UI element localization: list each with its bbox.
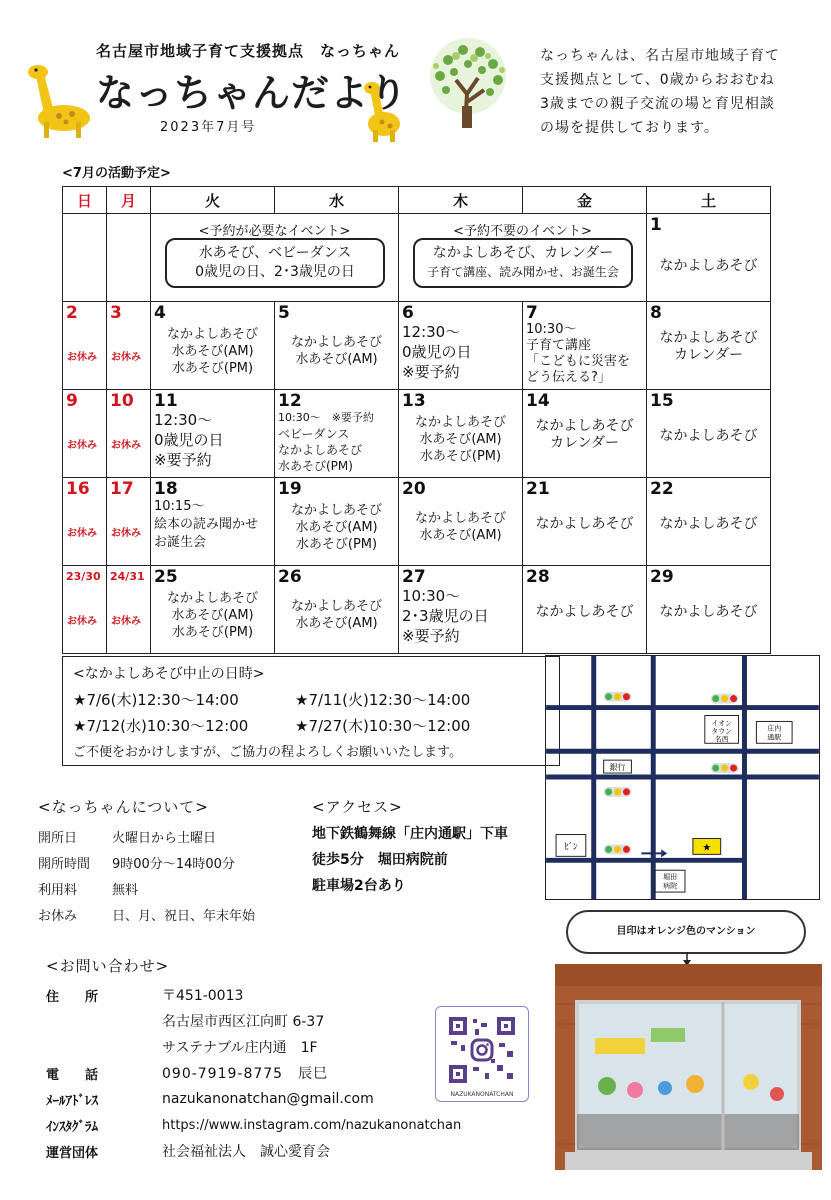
about-key: 利用料 [38, 882, 78, 898]
day-number: 18 [154, 479, 178, 499]
event-line: 「こどもに災害を [526, 354, 631, 369]
day-number: 14 [526, 391, 550, 411]
day-number: 2 [66, 303, 78, 323]
event-text [154, 326, 271, 377]
day-number: 27 [402, 567, 426, 587]
weekday-thu: 木 [399, 187, 523, 214]
instagram-link[interactable]: https://www.instagram.com/nazukanonatchan [162, 1117, 462, 1133]
calendar-cell [523, 302, 647, 390]
event-text [402, 510, 519, 544]
contact-row [46, 1138, 566, 1164]
activity-calendar [62, 186, 771, 654]
intro-line: の場を提供しております。 [540, 120, 719, 136]
weekday-wed: 水 [275, 187, 399, 214]
calendar-week [63, 302, 771, 390]
intro-line: 支援拠点として、0歳からおおむね [540, 72, 775, 88]
intro-text [540, 44, 825, 140]
reserved-legend-line: 水あそび、ベビーダンス [198, 245, 352, 261]
day-number: 17 [110, 479, 134, 499]
day-number: 28 [526, 567, 550, 587]
day-number: 1 [650, 215, 662, 235]
closed-label: お休み [111, 616, 141, 627]
calendar-cell [647, 390, 771, 478]
event-line: 水あそび(PM) [171, 361, 254, 376]
event-line: ※要予約 [402, 363, 460, 381]
event-line: なかよしあそび [535, 516, 634, 532]
day-number: 13 [402, 391, 426, 411]
tree-illustration [418, 36, 518, 132]
calendar-cell [63, 390, 107, 478]
event-line: カレンダー [549, 435, 620, 451]
calendar-cell [523, 478, 647, 566]
suspension-note: ご不便をおかけしますが、ご協力の程よろしくお願いいたします。 [73, 745, 462, 760]
day-number: 21 [526, 479, 550, 499]
free-legend-line: なかよしあそび、カレンダー [432, 245, 614, 261]
event-line: なかよしあそび [166, 327, 258, 342]
event-line: 10:30～ ※要予約 [278, 411, 374, 424]
day-number: 8 [650, 303, 662, 323]
event-text [154, 410, 271, 470]
contact-value: サステナブル庄内通 1F [162, 1040, 318, 1056]
contact-key: 運営団体 [46, 1145, 99, 1161]
event-line: 水あそび(AM) [295, 616, 378, 631]
calendar-cell [107, 478, 151, 566]
access-line: 駐車場2台あり [312, 878, 406, 894]
event-text [278, 410, 395, 474]
phone-number: 090-7919-8775 辰巳 [162, 1066, 329, 1082]
access-section [312, 796, 537, 899]
email-address[interactable]: nazukanonatchan@gmail.com [162, 1091, 374, 1107]
contact-value: 名古屋市西区江向町 6-37 [162, 1014, 325, 1030]
weekday-mon: 月 [107, 187, 151, 214]
map-label-station: 庄内 [767, 724, 782, 733]
event-line: なかよしあそび [659, 604, 758, 620]
calendar-cell [151, 478, 275, 566]
event-line: お誕生会 [154, 535, 207, 550]
event-line: なかよしあそび [659, 428, 758, 444]
closed-label: お休み [111, 528, 141, 539]
calendar-cell [151, 390, 275, 478]
event-text [650, 330, 767, 364]
qr-label: NAZUKANONATCHAN [450, 1091, 514, 1098]
event-line: なかよしあそび [535, 604, 634, 620]
reserved-events-legend-cell [151, 214, 399, 302]
event-line: 水あそび(PM) [295, 537, 378, 552]
event-text: なかよしあそび [659, 258, 758, 274]
event-line: なかよしあそび [290, 335, 382, 350]
day-number: 25 [154, 567, 178, 587]
day-number: 9 [66, 391, 78, 411]
day-number: 11 [154, 391, 178, 411]
event-line: 10:30～ [526, 322, 577, 337]
event-line: 0歳児の日 [402, 343, 472, 361]
suspension-heading: <なかよしあそび中止の日時> [73, 666, 265, 682]
building-photo [555, 964, 822, 1170]
event-line: 水あそび(PM) [171, 625, 254, 640]
calendar-heading: <7月の活動予定> [62, 166, 171, 181]
event-line: 水あそび(AM) [171, 344, 254, 359]
event-text [650, 428, 767, 445]
day-number: 16 [66, 479, 90, 499]
contact-row [46, 1112, 566, 1138]
free-legend-heading: <予約不要のイベント> [453, 224, 592, 239]
event-line: なかよしあそび [535, 418, 634, 434]
intro-line: なっちゃんは、名古屋市地域子育て [540, 48, 780, 64]
weekday-fri: 金 [523, 187, 647, 214]
calendar-cell [275, 390, 399, 478]
event-text [402, 414, 519, 465]
qr-code-icon [447, 1015, 517, 1085]
calendar-cell [107, 390, 151, 478]
map-star-icon: ★ [702, 842, 712, 854]
about-key: 開所日 [38, 830, 78, 846]
about-section [38, 796, 308, 927]
map-label-pharmacy: ﾋﾞﾝ [564, 842, 578, 853]
event-line: なかよしあそび [414, 511, 506, 526]
day-number: 24/31 [110, 570, 145, 583]
suspension-date: ★7/6(木)12:30～14:00 [73, 691, 239, 709]
contact-value: 社会福祉法人 誠心愛育会 [162, 1144, 330, 1160]
event-line: 0歳児の日 [154, 431, 224, 449]
about-row [38, 823, 308, 849]
calendar-cell [647, 214, 771, 302]
map-label-aeon: 名西 [714, 735, 729, 744]
event-line: ※要予約 [402, 627, 460, 645]
about-value: 日、月、祝日、年末年始 [112, 908, 256, 924]
weekday-sun: 日 [63, 187, 107, 214]
calendar-cell [63, 478, 107, 566]
event-line: なかよしあそび [290, 599, 382, 614]
contact-row [46, 982, 566, 1008]
map-label-station: 通駅 [767, 733, 782, 742]
calendar-cell [151, 566, 275, 654]
event-line: なかよしあそび [414, 415, 506, 430]
contact-heading: <お問い合わせ> [46, 957, 170, 975]
event-line: 10:30～ [402, 587, 461, 605]
about-value: 9時00分～14時00分 [112, 856, 235, 872]
instagram-qr-code[interactable] [435, 1006, 529, 1102]
event-text [650, 604, 767, 621]
event-line: 子育て講座 [526, 338, 592, 353]
map-label-hospital: 堀田 [663, 873, 678, 882]
calendar-cell [275, 302, 399, 390]
map-label-aeon: イオン [711, 719, 732, 728]
event-text [402, 586, 519, 646]
calendar-cell [399, 566, 523, 654]
map-label-bank: 銀行 [609, 763, 626, 773]
event-text [154, 498, 271, 552]
day-number: 15 [650, 391, 674, 411]
access-heading: <アクセス> [312, 798, 403, 816]
reserved-legend-box [165, 238, 385, 288]
about-key: お休み [38, 908, 78, 924]
calendar-week [63, 478, 771, 566]
suspension-date: ★7/12(水)10:30～12:00 [73, 717, 249, 735]
event-line: 水あそび(AM) [171, 608, 254, 623]
event-text [278, 598, 395, 632]
day-number: 26 [278, 567, 302, 587]
event-line: なかよしあそび [659, 516, 758, 532]
calendar-cell [399, 302, 523, 390]
event-line: ベビーダンス [278, 427, 350, 441]
event-line: なかよしあそび [166, 591, 258, 606]
calendar-cell [275, 566, 399, 654]
suspension-notice [62, 656, 560, 766]
calendar-cell [647, 566, 771, 654]
event-text [650, 516, 767, 533]
event-line: 12:30～ [402, 323, 461, 341]
access-line: 徒歩5分 堀田病院前 [312, 852, 448, 868]
suspension-date: ★7/27(木)10:30～12:00 [295, 717, 471, 735]
about-key: 開所時間 [38, 856, 91, 872]
event-line: なかよしあそび [290, 503, 382, 518]
map-label-hospital: 病院 [663, 882, 678, 891]
closed-label: お休み [111, 440, 141, 451]
event-line: 絵本の読み聞かせ [154, 517, 259, 532]
day-number: 29 [650, 567, 674, 587]
about-row [38, 849, 308, 875]
suspension-row [73, 687, 549, 713]
access-line: 地下鉄鶴舞線「庄内通駅」下車 [312, 826, 508, 842]
day-number: 5 [278, 303, 290, 323]
calendar-cell [275, 478, 399, 566]
day-number: 23/30 [66, 570, 101, 583]
event-text [402, 322, 519, 382]
closed-label: お休み [67, 616, 97, 627]
calendar-cell [151, 302, 275, 390]
day-number: 20 [402, 479, 426, 499]
day-number: 12 [278, 391, 302, 411]
intro-line: 3歳までの親子交流の場と育児相談 [540, 96, 775, 112]
calendar-week [63, 566, 771, 654]
contact-key: ｲﾝｽﾀｸﾞﾗﾑ [46, 1119, 98, 1135]
calendar-cell [523, 390, 647, 478]
reserved-legend-line: 0歳児の日、2･3歳児の日 [195, 264, 355, 280]
event-line: カレンダー [673, 347, 744, 363]
free-legend-box [413, 238, 633, 288]
event-line: 水あそび(AM) [419, 528, 502, 543]
free-events-legend-cell [399, 214, 647, 302]
event-text [526, 604, 643, 621]
contact-key: 電 話 [46, 1067, 99, 1083]
event-line: 水あそび(AM) [295, 520, 378, 535]
calendar-cell [399, 390, 523, 478]
event-line: 10:15～ [154, 499, 205, 514]
calendar-week [63, 390, 771, 478]
event-line: なかよしあそび [278, 443, 363, 457]
reserved-legend-heading: <予約が必要なイベント> [198, 224, 351, 239]
issue-date: 2023年7月号 [160, 120, 257, 135]
about-value: 火曜日から土曜日 [112, 830, 217, 846]
contact-key: 住 所 [46, 989, 99, 1005]
event-text [278, 334, 395, 368]
event-line: 2･3歳児の日 [402, 607, 489, 625]
about-row [38, 901, 308, 927]
calendar-week [63, 214, 771, 302]
event-line: 水あそび(AM) [295, 352, 378, 367]
weekday-sat: 土 [647, 187, 771, 214]
calendar-cell [63, 566, 107, 654]
event-line: 水あそび(PM) [278, 459, 353, 473]
organization-name: 名古屋市地域子育て支援拠点 なっちゃん [96, 42, 401, 60]
calendar-cell [523, 566, 647, 654]
event-text [526, 322, 643, 386]
map-label-aeon: タウン [711, 727, 733, 736]
day-number: 6 [402, 303, 414, 323]
giraffe-left-illustration [14, 56, 104, 140]
calendar-cell [107, 214, 151, 302]
day-number: 10 [110, 391, 134, 411]
landmark-bubble: 目印はオレンジ色のマンション [566, 910, 806, 954]
day-number: 3 [110, 303, 122, 323]
calendar-cell [399, 478, 523, 566]
day-number: 19 [278, 479, 302, 499]
suspension-date: ★7/11(火)12:30～14:00 [295, 691, 471, 709]
day-number: 22 [650, 479, 674, 499]
day-number: 4 [154, 303, 166, 323]
newsletter-title: なっちゃんだより [96, 71, 409, 115]
calendar-cell [107, 566, 151, 654]
event-text [526, 516, 643, 533]
event-line: どう伝える?」 [526, 370, 611, 385]
suspension-row [73, 713, 549, 739]
closed-label: お休み [111, 352, 141, 363]
event-line: 水あそび(PM) [419, 449, 502, 464]
event-line: 12:30～ [154, 411, 213, 429]
about-row [38, 875, 308, 901]
event-text [526, 418, 643, 452]
weekday-header-row [63, 187, 771, 214]
contact-key: ﾒｰﾙｱﾄﾞﾚｽ [46, 1093, 98, 1109]
about-heading: <なっちゃんについて> [38, 798, 209, 816]
weekday-tue: 火 [151, 187, 275, 214]
day-number: 7 [526, 303, 538, 323]
closed-label: お休み [67, 352, 97, 363]
access-map [545, 655, 820, 900]
closed-label: お休み [67, 528, 97, 539]
calendar-cell [63, 302, 107, 390]
calendar-cell [63, 214, 107, 302]
free-legend-line: 子育て講座、読み聞かせ、お誕生会 [427, 265, 619, 279]
event-text [154, 590, 271, 641]
event-text [278, 502, 395, 553]
calendar-cell [647, 478, 771, 566]
calendar-cell [107, 302, 151, 390]
contact-value: 〒451-0013 [162, 988, 244, 1004]
event-line: なかよしあそび [659, 330, 758, 346]
closed-label: お休み [67, 440, 97, 451]
calendar-cell [647, 302, 771, 390]
event-line: 水あそび(AM) [419, 432, 502, 447]
about-value: 無料 [112, 882, 139, 898]
event-line: ※要予約 [154, 451, 212, 469]
